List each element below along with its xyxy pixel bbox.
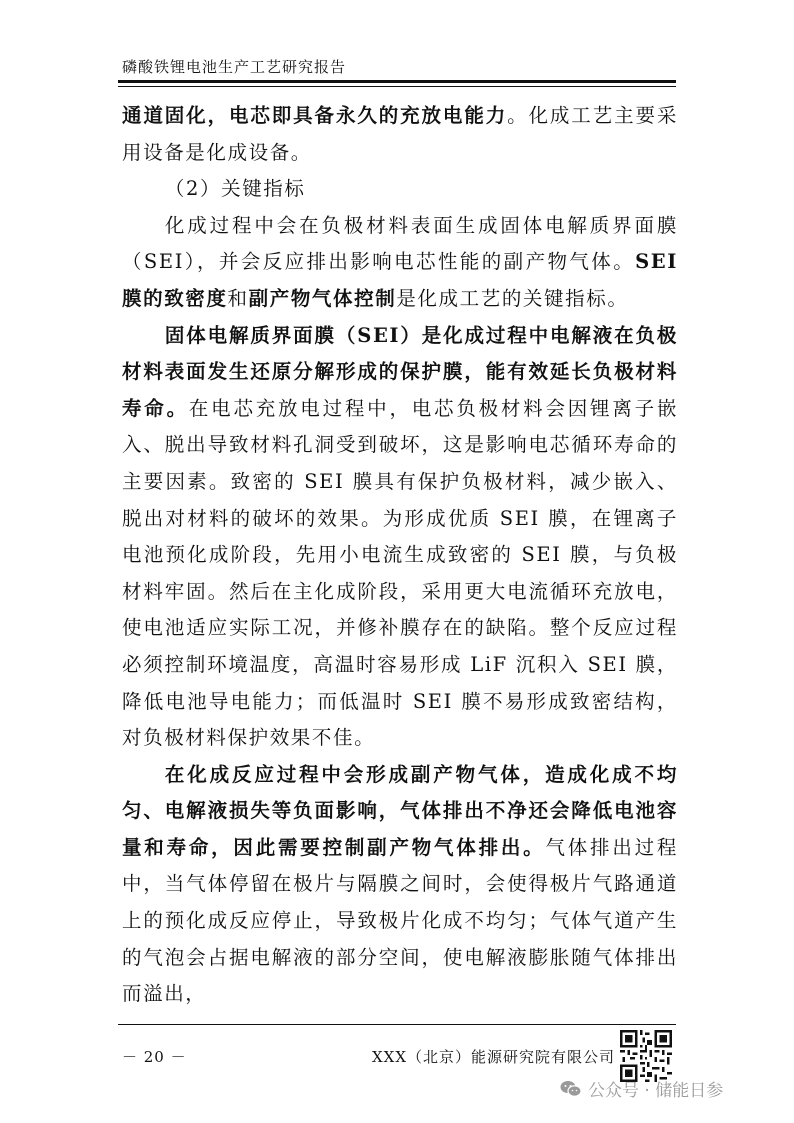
paragraph-5 <box>122 757 678 1013</box>
wechat-icon <box>560 1080 582 1098</box>
paragraph-5-text: 气体排出过程中，当气体停留在极片与隔膜之间时，会使得极片气路通道上的预化成反应停止，导致极片化成不均匀；气体气道产生的气泡会占据电解液的部分空间，使电解液膨胀随气体排出而溢出， <box>122 835 678 1006</box>
section-heading: （2）关键指标 <box>164 177 306 201</box>
paragraph-4 <box>122 318 678 757</box>
paragraph-3-text-c: 和 <box>227 286 249 310</box>
paragraph-1-text: 。化成工艺主要采用设备是化成设备。 <box>122 104 678 164</box>
header-rule-thin <box>118 86 676 87</box>
document-body <box>122 98 678 1013</box>
header-rule-thick <box>118 80 676 83</box>
page-number: － 20 － <box>122 1048 187 1066</box>
qr-code-icon <box>620 1030 672 1082</box>
paragraph-4-bold: 固体电解质界面膜（SEI）是化成过程中电解液在负极材料表面发生还原分解形成的保护膜，能有效延长负极材料寿命。 <box>122 323 678 420</box>
paragraph-3 <box>122 208 678 318</box>
paragraph-3-bold-b: 副产物气体控制 <box>248 286 397 310</box>
paragraph-5-bold: 在化成反应过程中会形成副产物气体，造成化成不均匀、电解液损失等负面影响，气体排出不净还会降低电池容量和寿命，因此需要控制副产物气体排出。 <box>122 762 678 859</box>
paragraph-3-bold-a: SEI膜的致密度 <box>122 250 678 310</box>
paragraph-4-text: 在电芯充放电过程中，电芯负极材料会因锂离子嵌入、脱出导致材料孔洞受到破坏，这是影响电芯循环寿命的主要因素。致密的 SEI 膜具有保护负极材料，减少嵌入、脱出对材料的破坏的效果。为形成优质 SEI 膜，在锂离子电池预化成阶段，先用小电流生成致密的 SEI 膜，与负极材料牢固。然后在主化成阶段，采用更大电流循环充放电，使电池适应实际工况，并修补膜存在的缺陷。整个反应过程必须控制环境温度，高温时容易形成 LiF 沉积入 SEI 膜，降低电池导电能力；而低温时 SEI 膜不易形成致密结构，对负极材料保护效果不佳。 <box>122 396 678 750</box>
watermark-text: 公众号 · 储能日参 <box>588 1081 724 1101</box>
company-name: XXX（北京）能源研究院有限公司 <box>372 1048 616 1066</box>
watermark <box>560 1076 723 1101</box>
paragraph-3-text-a: 化成过程中会在负极材料表面生成固体电解质界面膜（SEI），并会反应排出影响电芯性能的副产物气体。 <box>122 213 678 274</box>
paragraph-1 <box>122 98 678 171</box>
paragraph-3-text-e: 是化成工艺的关键指标。 <box>396 286 629 310</box>
header-title: 磷酸铁锂电池生产工艺研究报告 <box>122 58 347 76</box>
paragraph-1-bold: 通道固化，电芯即具备永久的充放电能力 <box>122 104 508 127</box>
footer-rule <box>118 1024 676 1025</box>
